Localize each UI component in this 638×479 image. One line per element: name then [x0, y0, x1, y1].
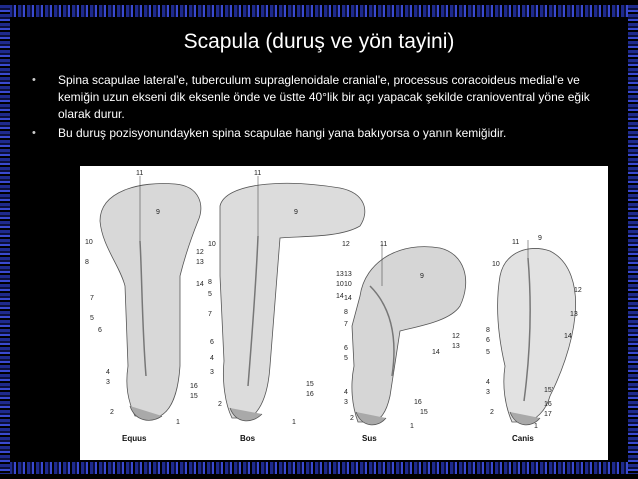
label: 7 — [90, 295, 94, 302]
decorative-border-left — [0, 5, 10, 474]
label: 16 — [544, 401, 552, 408]
label: 11 — [254, 170, 262, 177]
slide — [14, 20, 624, 460]
label: 8 — [344, 309, 348, 316]
label: 3 — [486, 389, 490, 396]
label: 13 — [344, 271, 352, 278]
label: 13 — [336, 271, 344, 278]
species-name-canis: Canis — [512, 434, 534, 443]
label: 6 — [344, 345, 348, 352]
label: 4 — [210, 355, 214, 362]
label: 15 — [306, 381, 314, 388]
label: 5 — [90, 315, 94, 322]
label: 14 — [344, 295, 352, 302]
label: 8 — [208, 279, 212, 286]
label: 6 — [486, 337, 490, 344]
species-name-sus: Sus — [362, 434, 377, 443]
label: 5 — [486, 349, 490, 356]
label: 13 — [196, 259, 204, 266]
label: 14 — [432, 349, 440, 356]
label: 9 — [420, 273, 424, 280]
label: 2 — [110, 409, 114, 416]
label: 14 — [564, 333, 572, 340]
decorative-border-top — [0, 5, 638, 17]
label: 15 — [190, 393, 198, 400]
label: 5 — [344, 355, 348, 362]
label: 13 — [452, 343, 460, 350]
label: 10 — [208, 241, 216, 248]
bullet-list — [28, 72, 608, 144]
label: 13 — [570, 311, 578, 318]
label: 12 — [196, 249, 204, 256]
sus-scapula — [352, 244, 466, 425]
label: 16 — [414, 399, 422, 406]
decorative-border-right — [628, 5, 638, 474]
label: 1 — [410, 423, 414, 430]
scapula-illustration — [80, 166, 608, 460]
label: 6 — [98, 327, 102, 334]
label: 6 — [210, 339, 214, 346]
label: 7 — [208, 311, 212, 318]
label: 1 — [292, 419, 296, 426]
label: 4 — [106, 369, 110, 376]
label: 1 — [176, 419, 180, 426]
label: 5 — [208, 291, 212, 298]
slide-title: Scapula (duruş ve yön tayini) — [183, 30, 455, 53]
label: 12 — [452, 333, 460, 340]
label: 17 — [544, 411, 552, 418]
label: 11 — [512, 239, 520, 246]
label: 10 — [492, 261, 500, 268]
decorative-border-bottom — [0, 462, 638, 474]
label: 14 — [196, 281, 204, 288]
bullet-item: • Spina scapulae lateral'e, tuberculum supraglenoidale cranial'e, processus coracoideus medial'e ve kemiğin uzun ekseni dik eksenle önde ve üstte 40°lik bir açı yapacak şekilde cranioventral yöne eğik olarak durur. — [28, 72, 608, 123]
label: 2 — [490, 409, 494, 416]
species-name-bos: Bos — [240, 434, 256, 443]
label: 15' — [544, 387, 554, 394]
label: 1 — [534, 423, 538, 430]
label: 11 — [380, 241, 388, 248]
label: 8 — [85, 259, 89, 266]
label: 2 — [350, 415, 354, 422]
label: 3 — [210, 369, 214, 376]
label: 3 — [106, 379, 110, 386]
label: 10 — [344, 281, 352, 288]
label: 12 — [574, 287, 582, 294]
label: 12 — [342, 241, 350, 248]
label: 10 — [336, 281, 344, 288]
label: 14 — [336, 293, 344, 300]
label: 2 — [218, 401, 222, 408]
label: 15 — [420, 409, 428, 416]
scapula-figure — [80, 166, 608, 460]
label: 8 — [486, 327, 490, 334]
label: 3 — [344, 399, 348, 406]
label: 7 — [344, 321, 348, 328]
species-name-equus: Equus — [122, 434, 147, 443]
label: 9 — [538, 235, 542, 242]
label: 4 — [486, 379, 490, 386]
label: 16 — [306, 391, 314, 398]
label: 9 — [294, 209, 298, 216]
label: 9 — [156, 209, 160, 216]
label: 16 — [190, 383, 198, 390]
label: 4 — [344, 389, 348, 396]
bullet-item: • Bu duruş pozisyonundayken spina scapulae hangi yana bakıyorsa o yanın kemiğidir. — [28, 125, 608, 142]
label: 10 — [85, 239, 93, 246]
label: 11 — [136, 170, 144, 177]
equus-scapula — [100, 176, 201, 420]
